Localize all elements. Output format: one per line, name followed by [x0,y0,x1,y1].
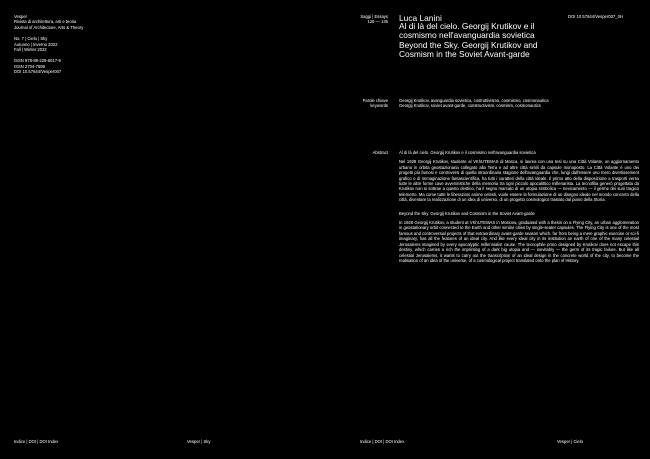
article-doi: DOI 10.57644/Vesper007_0H [568,14,623,19]
issn-print: ISSN 978-88-229-6017-9 [14,58,61,64]
journal-metadata [14,14,134,75]
abstract-heading-english: Beyond the Sky. Georgij Krutikov and Cosmism in the Soviet Avant-garde [399,210,535,216]
section-name: Saggi | Essays [360,14,388,19]
issue-number: No. 7 | Cielo | Sky [14,36,48,42]
journal-subtitle-it: Rivista di architettura, arti e teoria [14,19,77,25]
abstract [399,150,639,271]
journal-doi: DOI 10.57644/Vesper007 [14,69,62,75]
page-range: 126 — 135 [367,19,388,25]
abstract-heading-italian: Al di là del cielo. Georgij Krutikov e il cosmismo nell'avanguardia sovietica [399,150,536,155]
footer-left-journal: Vesper | Sky [187,439,211,444]
title-italian: Al di là del cielo. Georgij Krutikov e il cosmismo nell'avanguardia sovietica [399,21,535,41]
abstract-body-italian: Nel 1928 Georgij Krutikov, studente al VKhUTEMAS di Mosca, si laurea con una tesi su una Città Volante, un aggiornamento urbano in orbita geostazionaria collegato alla Terra e ad altre città simili da capsule monoposto. La Città Volante è uno dei progetti più famosi e controversi di quella straordinaria stagione dell'avanguardia che, lungi dall'essere uno mero divertissement grafico o di immaginazione fantascientifica, ha tutti i caratteri della città ideale. Il primo atto della disposizione a trasporti verso tutte le altre forme cave avveniristiche della memoria tra ogni piccolo apocalittico millenarista. La tecnofilia generò progettata da Krutikov non si sottrae a questo destino, ha il segno marcato di un utopia simbolica — nevicamento — il germe dei suoi tragico telemetro. Ma come tutte le liberazioni anime celesti, vuole essere la formulazione di un disegno ideale nel mondo concreto della città, diventare la realizzazione di un idea di universo, di un progetto cosmologico traslato dal piano della Storia. [399,159,639,203]
article-title [399,22,564,60]
section-label [360,14,388,25]
title-english: Beyond the Sky. Georgij Krutikov and Cosmism in the Soviet Avant-garde [399,39,538,60]
keywords-label-en: keywords [370,103,388,109]
keywords-label-it: Parole chiave [362,98,388,103]
keywords-label [360,98,388,109]
abstract-body-english: In 1928 Georgij Krutikov, a student at VKhUTEMAS in Moscow, graduated with a thesis on a Flying City, an urban agglomeration in geostationary orbit connected to the Earth and other similar cities by single-seater capsules. The Flying City is one of the most famous and controversial projects of that extraordinary avant-garde season which, far from being a mere graphic exercise or sci-fi imaginary, has all the features of an ideal city. And like every ideal city in its institution an earth of one of the many celestial Jerusalems imagined by every apocalyptic millennialist cause. The tecnophile proto designed by Krutikov does not escape this destiny, which carries a rich the imprinting of a dark big utopia and — inevitably — the germ of its tragic failure. But like all celestial Jerusalems, it wants to carry out the transcription of an ideal design in the concrete world of the city, to become the realisation of an idea of the universe, of a cosmological project translated onto the plan of History. [399,220,639,263]
keywords-english: Georgij Krutikov, soviet avant-garde, constructivism, cosmism, cosmonautics [399,103,541,109]
keywords-italian: Georgij Krutikov, avanguardia sovietica, costruttivismo, cosmismo, cosmonautica [399,98,549,103]
footer-right-journal: Vesper | Cielo [557,439,583,444]
season-it: Autunno | Inverno 2022 [14,41,58,47]
journal-subtitle-en: Journal of Architecture, Arts & Theory [14,24,84,30]
abstract-label: Abstract [372,150,388,155]
issn-online: ISSN 2704-7598 [14,63,45,69]
keywords [399,98,629,109]
footer-left-index: Indice | DOI | DOI Index [14,439,59,444]
season-en: Fall | Winter 2022 [14,47,47,53]
author-name: Luca Lanini [399,13,442,23]
journal-name: Vesper [14,14,28,19]
footer-right-index: Indice | DOI | DOI Index [360,439,405,444]
